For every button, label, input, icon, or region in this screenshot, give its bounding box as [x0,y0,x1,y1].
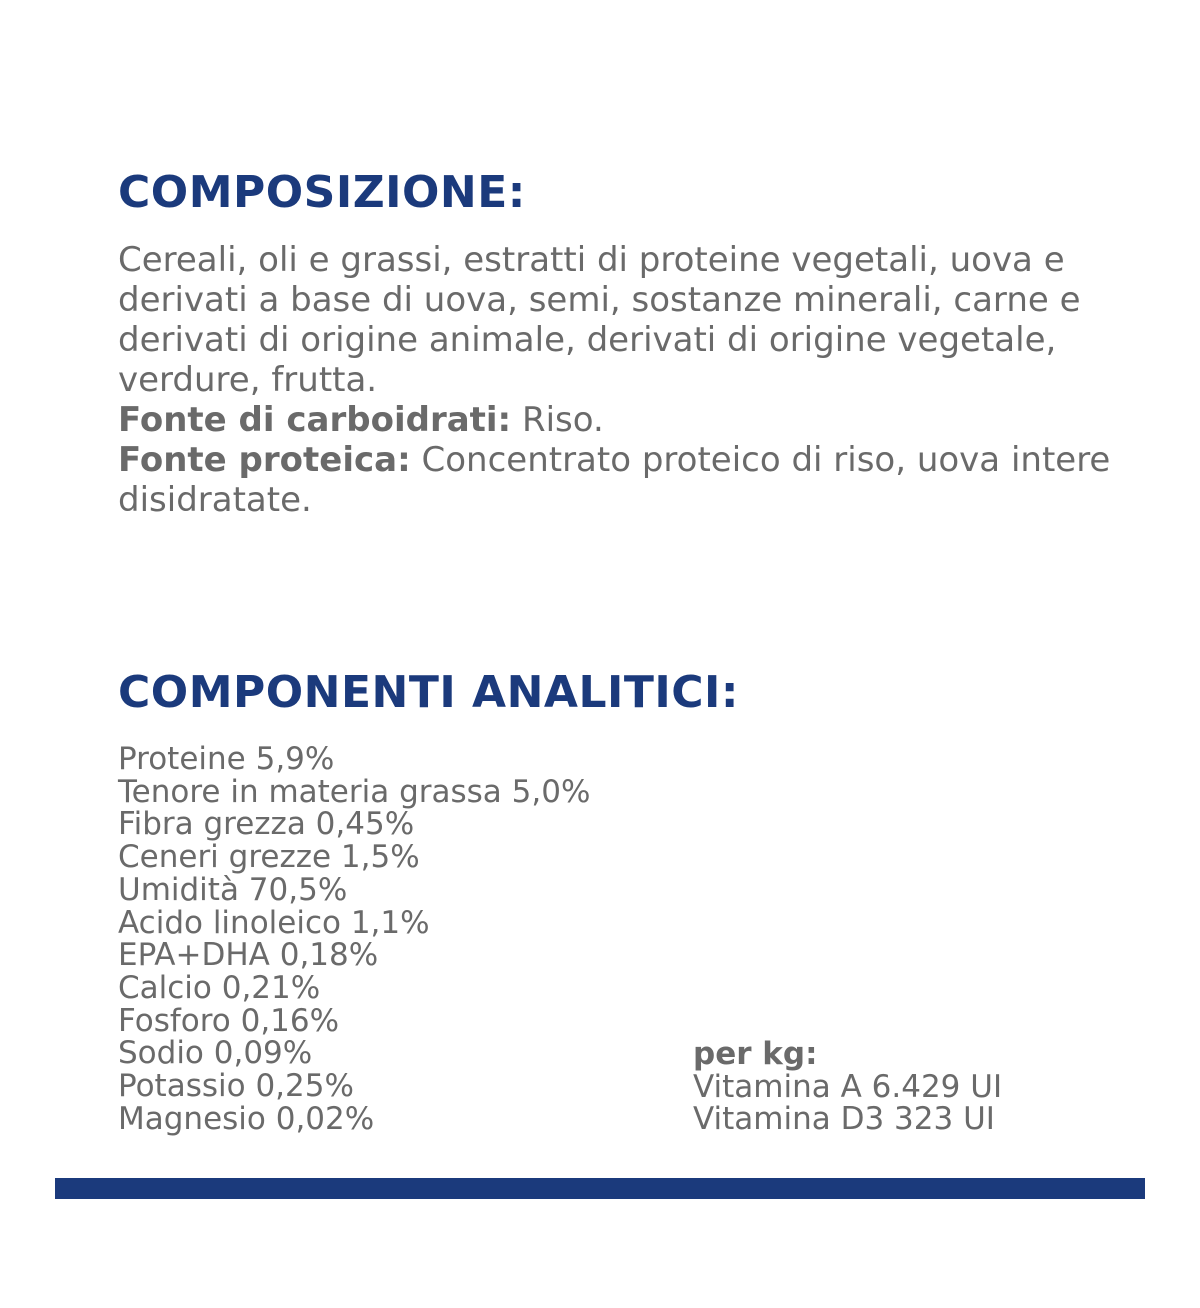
carb-source [118,400,1118,440]
list-item: Calcio 0,21% [118,969,321,1006]
list-item: Tenore in materia grassa 5,0% [118,773,591,810]
analytic-components-list [118,743,590,1135]
composition-heading: COMPOSIZIONE: [118,167,526,218]
list-item: Proteine 5,9% [118,741,335,777]
carb-source-label: Fonte di carboidrati: [118,400,512,440]
list-item: Fibra grezza 0,45% [118,806,415,843]
carb-source-value: Riso. [511,400,604,440]
list-item: Umidità 70,5% [118,871,348,908]
per-kg-label: per kg: [693,1036,818,1072]
bottom-divider-bar [55,1178,1145,1199]
protein-source-label: Fonte proteica: [118,440,411,480]
list-item: Vitamina A 6.429 UI [693,1068,1003,1105]
list-item: Ceneri grezze 1,5% [118,839,420,876]
list-item: Magnesio 0,02% [118,1100,375,1137]
list-item: Acido linoleico 1,1% [118,904,430,941]
per-kg-block [693,1038,1002,1136]
protein-source [118,440,1118,520]
analytics-heading: COMPONENTI ANALITICI: [118,667,740,718]
list-item: Sodio 0,09% [118,1035,313,1072]
protein-source-value: Concentrato proteico di riso, uova intere disidratate. [118,440,1111,520]
list-item: Potassio 0,25% [118,1068,354,1105]
composition-text [118,240,1118,520]
list-item: Vitamina D3 323 UI [693,1101,995,1138]
vitamin-list [693,1068,1003,1138]
list-item: Fosforo 0,16% [118,1002,340,1039]
list-item: EPA+DHA 0,18% [118,937,379,974]
ingredients-text: Cereali, oli e grassi, estratti di proteine vegetali, uova e derivati a base di uova, semi, sostanze minerali, carne e derivati di origine animale, derivati di origine vegetale, verdure, frutta. [118,240,1081,400]
